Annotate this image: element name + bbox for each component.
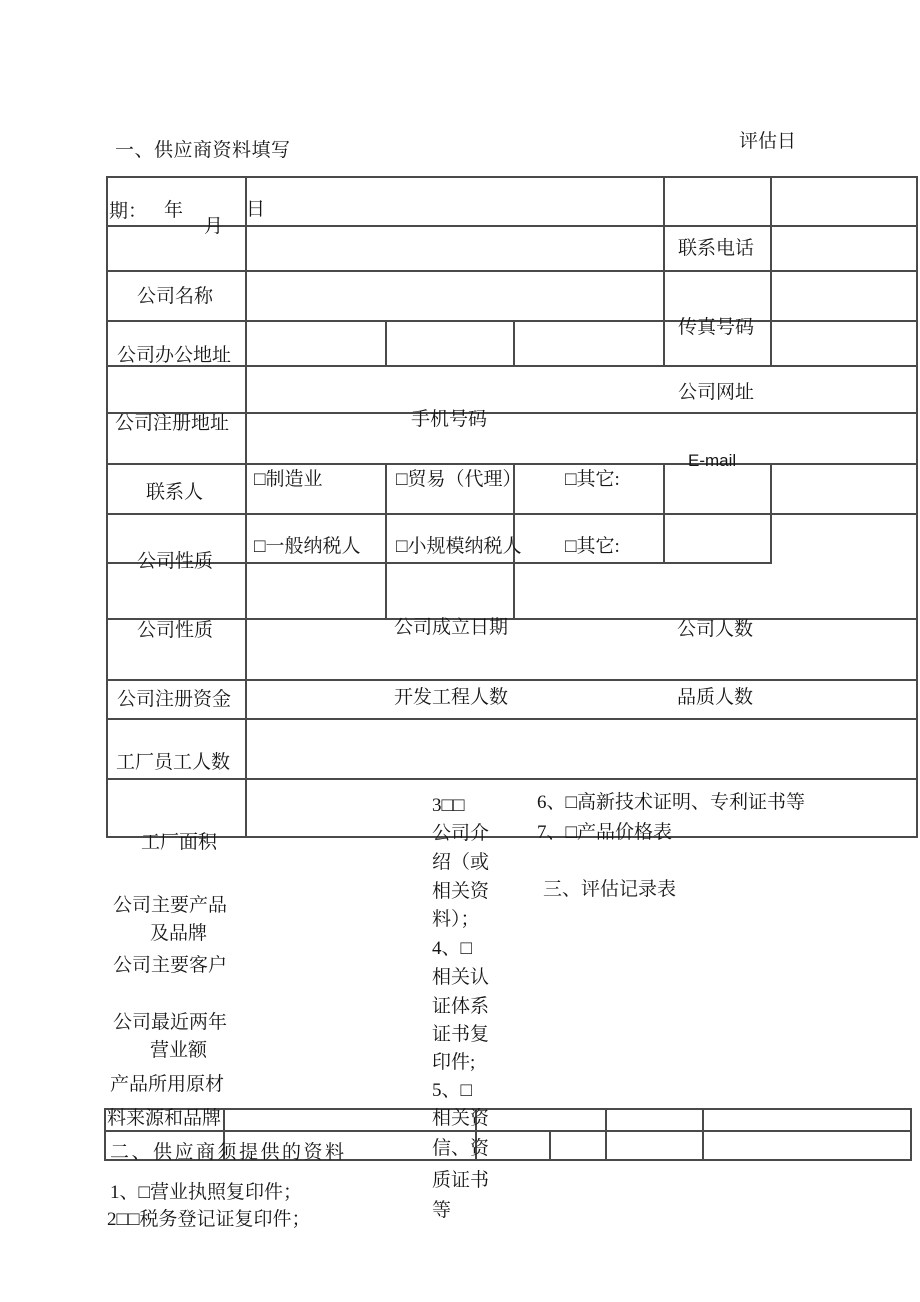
table-line-h: [106, 463, 918, 465]
main-products-label-line2: 及品牌: [150, 923, 208, 944]
table-line-v: [770, 463, 772, 564]
email-label: E-mail: [688, 451, 737, 470]
doc-item-business-license[interactable]: 1、□营业执照复印件；: [110, 1182, 302, 1203]
table-line-h: [106, 513, 918, 515]
doc-item-company-intro[interactable]: 3□□: [432, 795, 465, 816]
company-nature-label-1: 公司性质: [137, 551, 214, 572]
industry-option-trading[interactable]: □贸易（代理）: [396, 469, 522, 490]
established-date-label: 公司成立日期: [394, 617, 509, 638]
doc-item-wrapped-line: 信、资: [432, 1138, 490, 1159]
doc-item-wrapped-line: 公司介: [432, 823, 490, 844]
doc-item-hightech-cert[interactable]: 6、□高新技术证明、专利证书等: [537, 792, 805, 813]
table-line-h: [106, 778, 918, 780]
contact-phone-label: 联系电话: [678, 238, 755, 259]
table-line-h: [106, 225, 918, 227]
eval-date-label: 评估日: [739, 131, 797, 152]
doc-item-wrapped-line: 证书复: [432, 1024, 490, 1045]
table-line-v: [385, 320, 387, 367]
table-line-v: [663, 463, 665, 564]
company-headcount-label: 公司人数: [677, 619, 754, 640]
doc-item-wrapped-line: 质证书: [432, 1170, 490, 1191]
table-line-h: [106, 679, 918, 681]
doc-item-tax-registration[interactable]: 2□□税务登记证复印件；: [107, 1209, 311, 1230]
taxpayer-option-small[interactable]: □小规模纳税人: [396, 536, 522, 557]
taxpayer-option-other[interactable]: □其它:: [565, 536, 620, 557]
main-products-label-line1: 公司主要产品: [113, 895, 228, 916]
table-line-h: [104, 1108, 912, 1110]
table-line-h: [106, 618, 918, 620]
table-line-v: [385, 463, 387, 620]
table-line-v: [702, 1108, 704, 1161]
table-line-v: [605, 1108, 607, 1161]
table-line-v: [549, 1130, 551, 1161]
doc-item-price-list[interactable]: 7、□产品价格表: [537, 822, 672, 843]
doc-item-wrapped-line: 相关认: [432, 967, 490, 988]
date-year-label: 年: [164, 200, 184, 221]
table-line-h: [106, 836, 918, 838]
table-line-h: [106, 718, 918, 720]
company-nature-label-2: 公司性质: [137, 620, 214, 641]
mobile-number-label: 手机号码: [411, 409, 488, 430]
doc-item-wrapped-line: 等: [432, 1200, 452, 1221]
doc-item-cert-system[interactable]: 4、□: [432, 938, 472, 959]
section1-title: 一、供应商资料填写: [115, 140, 291, 161]
section3-title: 三、评估记录表: [543, 879, 677, 900]
table-line-h: [106, 270, 918, 272]
quality-count-label: 品质人数: [677, 687, 754, 708]
main-customers-label: 公司主要客户: [113, 955, 228, 976]
table-line-v: [770, 176, 772, 367]
date-day-label: 日: [246, 199, 266, 220]
table-line-v: [104, 1108, 106, 1161]
doc-item-wrapped-line: 相关资: [432, 881, 490, 902]
table-line-v: [663, 176, 665, 367]
table-line-v: [513, 320, 515, 367]
table-line-h: [104, 1130, 912, 1132]
office-address-label: 公司办公地址: [117, 345, 232, 366]
company-name-label: 公司名称: [137, 286, 214, 307]
registered-address-label: 公司注册地址: [115, 413, 230, 434]
industry-option-manufacturing[interactable]: □制造业: [254, 469, 323, 490]
factory-employee-count-label: 工厂员工人数: [116, 752, 231, 773]
contact-person-label: 联系人: [146, 482, 204, 503]
doc-item-wrapped-line: 证体系: [432, 996, 490, 1017]
registered-capital-label: 公司注册资金: [117, 689, 232, 710]
doc-item-wrapped-line: 料）；: [432, 909, 480, 930]
industry-option-other[interactable]: □其它:: [565, 469, 620, 490]
doc-item-credit-cert[interactable]: 5、□: [432, 1080, 472, 1101]
materials-label-line2: 料来源和品牌: [107, 1108, 222, 1129]
company-website-label: 公司网址: [678, 382, 755, 403]
dev-engineer-count-label: 开发工程人数: [394, 687, 509, 708]
doc-item-wrapped-line: 绍（或: [432, 852, 490, 873]
materials-label-line1: 产品所用原材: [110, 1074, 225, 1095]
date-prefix-label: 期：: [109, 201, 148, 222]
doc-item-wrapped-line: 相关资: [432, 1108, 490, 1129]
table-line-h: [106, 176, 918, 178]
table-line-v: [910, 1108, 912, 1161]
taxpayer-option-general[interactable]: □一般纳税人: [254, 536, 361, 557]
fax-number-label: 传真号码: [678, 317, 755, 338]
table-line-v: [106, 176, 108, 838]
factory-area-label: 工厂面积: [141, 832, 218, 853]
table-line-v: [916, 176, 918, 838]
table-line-v: [245, 176, 247, 838]
revenue-label-line1: 公司最近两年: [113, 1012, 228, 1033]
revenue-label-line2: 营业额: [150, 1040, 208, 1061]
section2-title: 二、供应商须提供的资料: [110, 1142, 347, 1163]
table-line-h: [106, 320, 918, 322]
date-month-label: 月: [204, 216, 224, 237]
doc-item-wrapped-line: 印件;: [432, 1052, 476, 1073]
